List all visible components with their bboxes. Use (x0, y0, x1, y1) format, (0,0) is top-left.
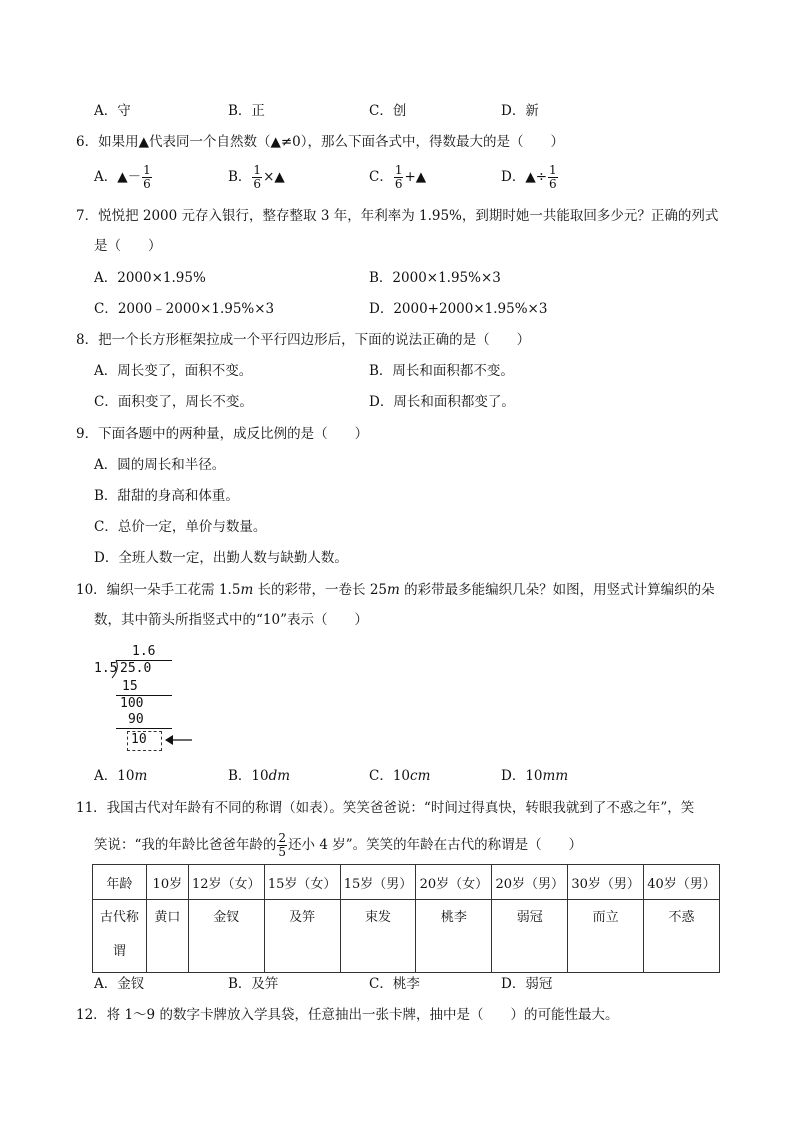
q7-stem-line2: 是（ ） (94, 238, 162, 254)
q11-stem-line2: 笑说：“我的年龄比爸爸年龄的 $\frac{2}{5}$ 还小 4 岁”。笑笑的年龄在古代的称谓是（ ） (94, 831, 583, 859)
fraction-one-sixth: $\frac{1}{6}$ (549, 163, 557, 191)
table-cell: 15岁（女） (264, 865, 340, 900)
q8-option-c: C．面积变了，周长不变。 (94, 394, 253, 410)
fraction-two-fifths: $\frac{2}{5}$ (278, 831, 287, 859)
q12-stem: 12．将 1～9 的数字卡牌放入学具袋，任意抽出一张卡牌，抽中是（ ）的可能性最大。 (76, 1007, 619, 1023)
age-title-table (92, 864, 720, 973)
table-header-title: 古代称 谓 (93, 900, 147, 973)
table-cell: 40岁（男） (644, 865, 720, 900)
q10-option-b: B．10dm (228, 768, 291, 784)
table-header-age: 年龄 (93, 865, 147, 900)
table-cell: 黄口 (146, 900, 188, 973)
q7-option-d: D．2000+2000×1.95%×3 (369, 301, 548, 317)
q9-option-a: A．圆的周长和半径。 (94, 457, 226, 473)
q11-stem-line1: 11．我国古代对年龄有不同的称谓（如表）。笑笑爸爸说：“时间过得真快，转眼我就到了不惑之年”，笑 (76, 800, 695, 816)
division-dividend: 25.0 (120, 661, 152, 676)
division-step-3: 90 (128, 712, 144, 727)
table-cell: 桃李 (416, 900, 492, 973)
q10-stem-line1: 10．编织一朵手工花需 1.5m 长的彩带，一卷长 25m 的彩带最多能编织几朵？如图，用竖式计算编织的朵 (76, 582, 715, 598)
q8-option-d: D．周长和面积都变了。 (369, 394, 515, 410)
division-rule-2 (116, 728, 172, 729)
q7-option-a: A．2000×1.95% (94, 270, 206, 286)
q8-option-a: A．周长变了，面积不变。 (94, 363, 253, 379)
division-step-2: 100 (120, 696, 144, 711)
table-cell: 12岁（女） (188, 865, 264, 900)
q6-option-b: B． $\frac{1}{6}$ ×▲ (228, 163, 285, 191)
q7-option-b: B．2000×1.95%×3 (369, 270, 501, 286)
division-step-1: 15 (122, 679, 138, 694)
q6-option-d: D．▲÷ $\frac{1}{6}$ (501, 163, 557, 191)
q11-option-d: D．弱冠 (501, 976, 553, 992)
fraction-one-sixth: $\frac{1}{6}$ (253, 163, 262, 191)
q6-option-a (94, 164, 153, 191)
table-cell: 10岁 (146, 865, 188, 900)
table-row-age (93, 865, 720, 900)
division-remainder: 10 (131, 732, 147, 747)
division-bracket-curve (110, 658, 120, 680)
q8-stem: 8．把一个长方形框架拉成一个平行四边形后，下面的说法正确的是（ ） (76, 332, 531, 348)
q9-option-d: D．全班人数一定，出勤人数与缺勤人数。 (94, 550, 348, 566)
q5-option-a: A．守 (94, 103, 131, 119)
q10-option-a: A．10m (94, 768, 148, 784)
q11-option-c: C．桃李 (369, 976, 420, 992)
table-cell: 束发 (340, 900, 416, 973)
arrow-left-icon (164, 733, 194, 747)
q5-option-d: D．新 (501, 103, 539, 119)
table-cell: 金钗 (188, 900, 264, 973)
q11-option-b: B．及笄 (228, 976, 279, 992)
table-cell: 15岁（男） (340, 865, 416, 900)
q5-option-b: B．正 (228, 103, 265, 119)
division-quotient: 1.6 (132, 644, 156, 659)
q11-option-a: A．金钗 (94, 976, 145, 992)
table-cell: 弱冠 (492, 900, 568, 973)
q5-option-c: C．创 (369, 103, 407, 119)
q8-option-b: B．周长和面积都不变。 (369, 363, 514, 379)
table-row-title (93, 900, 720, 973)
table-cell: 30岁（男） (568, 865, 644, 900)
q9-option-c: C．总价一定，单价与数量。 (94, 519, 267, 535)
q7-option-c: C．2000﹣2000×1.95%×3 (94, 301, 275, 317)
q6-option-c: C． $\frac{1}{6}$ +▲ (369, 163, 427, 191)
fraction-one-sixth: $\frac{1}{6}$ (394, 163, 403, 191)
table-cell: 20岁（女） (416, 865, 492, 900)
q10-option-d: D．10mm (501, 768, 569, 784)
q7-stem-line1: 7．悦悦把 2000 元存入银行，整存整取 3 年，年利率为 1.95%，到期时她一共能取回多少元？正确的列式 (76, 208, 719, 224)
table-cell: 而立 (568, 900, 644, 973)
table-cell: 20岁（男） (492, 865, 568, 900)
q10-stem-line2: 数，其中箭头所指竖式中的“10”表示（ ） (94, 612, 368, 628)
table-cell: 及笄 (264, 900, 340, 973)
q6-stem: 6．如果用▲代表同一个自然数（▲≠0），那么下面各式中，得数最大的是（ ） (76, 134, 565, 150)
table-cell: 不惑 (644, 900, 720, 973)
long-division-figure (94, 644, 204, 756)
q9-option-b: B．甜甜的身高和体重。 (94, 488, 239, 504)
q6-a-prefix: A．▲－ (94, 169, 142, 185)
q10-option-c: C．10cm (369, 768, 431, 784)
fraction-one-sixth: $\frac{1}{6}$ (143, 163, 151, 191)
q9-stem: 9．下面各题中的两种量，成反比例的是（ ） (76, 426, 369, 442)
division-divisor: 1.5 (94, 661, 118, 676)
